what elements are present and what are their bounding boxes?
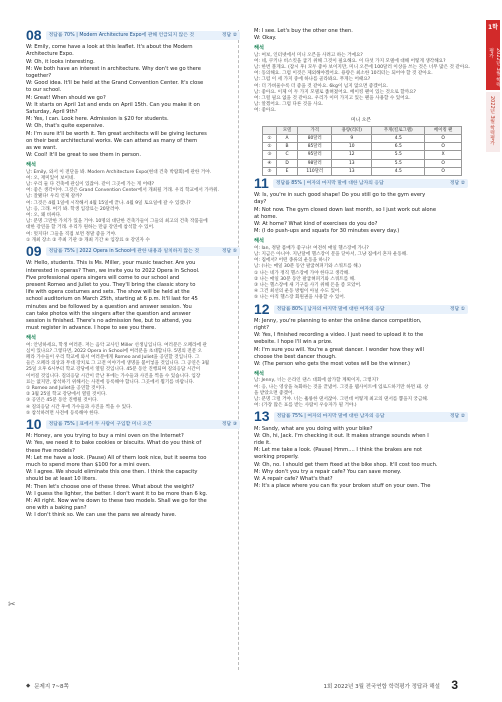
- script-line: website. I hope I'll win a prize.: [254, 339, 333, 346]
- translation-line: 남: 응, 그래. 여기 봐. 학생 입장료는 20달러야.: [26, 206, 121, 212]
- table-cell: 95달러: [298, 151, 332, 159]
- translation-line: 남: 분명 그만한 가치가 있을 거야. 10명의 대단한 건축가들이 그들의 최고의 건축 작품들에: [26, 219, 208, 225]
- script-line: M: All right. Now we're down to these two models. Shall we go for the: [26, 498, 207, 504]
- question-type: 정답률 85% | 여자의 마지막 말에 대한 남자의 응답: [275, 181, 384, 187]
- table-cell: B: [277, 143, 298, 151]
- script-line: choose the best dancer though.: [254, 353, 337, 360]
- script-line: M: I see. Let's buy the other one then.: [254, 28, 353, 34]
- grade-tab-label: 1학: [488, 24, 498, 31]
- script-line: minutes and be followed by a question and answer session. You: [26, 303, 192, 310]
- footer-left-text: 문제지 7~8쪽: [34, 684, 69, 690]
- translation-line: 남: Emily, 와서 이 전단을 봐. Modern Architecture Expo(현대 건축 박람회)에 관한 거야.: [26, 169, 212, 175]
- answer-badge: 정답 ⑤: [221, 249, 237, 255]
- script-line: W: Yes, we need it to bake cookies or biscuits. What do you think of: [26, 440, 202, 447]
- translation-line: 을 받았으면 좋겠어.: [254, 390, 294, 396]
- script-line: M: I'm sure you will. You're a great dancer. I wonder how they will: [254, 346, 424, 353]
- script-line: M: Why don't you try a repair cafe? You can save money.: [254, 468, 402, 475]
- script-line: present Romeo and Juliet to you. They'll bring the classic story to: [26, 281, 196, 288]
- q12-translation: [254, 378, 468, 409]
- script-line: M: Not now. The gym closed down last month, so I just work out alone: [254, 206, 437, 213]
- translation-line: 여: 그럴 필요 없을 것 같아요. 우리가 이미 가지고 있는 팬을 사용할 수 있어요.: [254, 96, 411, 102]
- translation-line: 남: 분명 그럴 거야. 너는 훌륭한 댄서잖아. 그런데 어떻게 최고의 댄서를 뽑을지 궁금해.: [254, 396, 429, 402]
- script-line: W: Yes, I finished recording a video. I just need to upload it to the: [254, 332, 424, 339]
- table-cell: X: [425, 151, 462, 159]
- script-line: to our school.: [26, 87, 62, 94]
- script-line: W: Oh, no. I should get them fixed at the bike shop. It'll cost too much.: [254, 461, 438, 468]
- table-cell: O: [425, 159, 462, 167]
- script-line: Five professional opera singers will come to our school and: [26, 274, 180, 281]
- footer-right: 1회 2022년 3월 전국연합 학력평가 정답과 해설: [323, 684, 440, 690]
- answer-choice: ② 3월 25일 학교 강당에서 열릴 것이다.: [26, 392, 107, 398]
- translation-heading: 해석: [26, 335, 37, 342]
- script-line: together?: [26, 73, 52, 80]
- script-line: W: Good idea. It'll be held at the Grand Convention Center. It's close: [26, 80, 204, 87]
- table-row: [263, 143, 462, 151]
- q08-script: [26, 44, 240, 159]
- translation-line: 대한 강연을 할 거래. 우리가 원하는 만큼 강연에 참석할 수 있어.: [26, 225, 155, 231]
- table-header-cell: 베이킹 팬: [425, 126, 462, 134]
- table-header-cell: 용량(리터): [332, 126, 372, 134]
- answer-badge: 정답 ②: [221, 33, 237, 38]
- q11-translation: [254, 246, 468, 302]
- table-cell: 110달러: [298, 167, 332, 175]
- grade-tab: [486, 20, 500, 90]
- question-number: 09: [26, 243, 42, 260]
- script-line: W: Is, you're in such good shape! Do you still go to the gym every: [254, 192, 426, 199]
- q08-translation: [26, 170, 240, 244]
- question-type: 정답률 80% | 남자의 마지막 말에 대한 여자의 응답: [276, 306, 385, 312]
- script-line: W: Oh, it looks interesting.: [26, 58, 95, 65]
- script-line: M: Yes, I can. Look here. Admission is $20 for students.: [26, 116, 169, 123]
- script-line: W: At home? What kind of exercises do you do?: [254, 221, 378, 228]
- script-line: M: Honey, are you trying to buy a mini oven on the Internet?: [26, 433, 184, 440]
- translation-line: 남: 여보, 인터넷에서 미니 오븐을 사려고 하는 거예요?: [254, 52, 363, 58]
- translation-heading: 해석: [254, 238, 265, 245]
- table-cell: O: [425, 135, 462, 143]
- script-line: Saturday, April 9th?: [26, 109, 78, 116]
- answer-badge: 정답 ③: [221, 421, 237, 427]
- question-number: 08: [26, 27, 42, 43]
- q10-translation: [254, 52, 471, 115]
- script-line: much to spend more than $100 for a mini oven.: [26, 461, 151, 468]
- page-number: 3: [451, 678, 458, 692]
- script-line: ride it.: [254, 439, 271, 446]
- table-cell: ①: [263, 135, 277, 143]
- answer-choice: ① 나는 네가 정직 헬스장에 가야 한다고 생각해.: [254, 270, 350, 276]
- section-tab: [486, 92, 500, 152]
- script-line: W: A repair cafe? What's that?: [254, 475, 333, 482]
- q13-script: [254, 426, 468, 491]
- question-13-header: [254, 408, 468, 425]
- answer-badge: 정답 ②: [449, 181, 465, 187]
- translation-line: 여: 안녕하세요, 학생 여러분. 저는 음악 교사인 Miller 선생님입니다. 여러분은 오페라에 관: [26, 342, 207, 348]
- table-cell: 85달러: [298, 143, 332, 151]
- script-line: Architecture Expo.: [26, 51, 74, 58]
- question-number: 12: [254, 300, 270, 317]
- answer-choice: ⑤ 나는 아직 헬스장 회원권을 사용할 수 있어.: [254, 295, 346, 301]
- answer-choice: ④ 그건 최선의 운동 방법이 아닐 수도 있어.: [254, 289, 341, 295]
- script-line: W: I don't think so. We can use the pans we already have.: [26, 512, 177, 519]
- answer-choice: ⑤ 참석하려면 사전에 등록해야 한다.: [26, 410, 100, 416]
- table-cell: ②: [263, 143, 277, 151]
- translation-line: 25일 오후 6시부터 학교 강당에서 열릴 것입니다. 45분 동안 진행되며 질의응답 시간이: [26, 367, 201, 373]
- table-row: [263, 167, 462, 175]
- q09-script: [26, 260, 240, 332]
- translation-heading: 해석: [254, 45, 265, 52]
- question-number: 10: [26, 415, 42, 432]
- answer-choice: ② 나는 매일 30분 동안 팔굽혀펴기와 스쿼트를 해.: [254, 276, 356, 282]
- table-cell: 5.5: [372, 151, 425, 159]
- script-line: can take photos with the singers after the question and answer: [26, 310, 191, 317]
- answer-choice: ③ 공연은 45분 동안 진행될 것이다.: [26, 398, 98, 404]
- table-cell: 5.5: [372, 159, 425, 167]
- table-header-cell: 모델: [277, 126, 298, 134]
- translation-line: 여: 집에서? 어떤 종류의 운동을 하니?: [254, 258, 330, 264]
- translation-line: 여: 좋은 생각이야. 그것은 Grand Convention Center에서 개최될 거래. 우리 학교에서 가까워.: [26, 188, 220, 194]
- translation-line: 여: (가장 많은 표를 받는 사람이 우승자가 될 거야.): [254, 403, 357, 409]
- question-info-bar: [46, 31, 240, 40]
- question-10-header: [26, 415, 240, 432]
- question-type: 정답률 75% | 여자의 마지막 말에 대한 남자의 응답: [276, 414, 385, 420]
- translation-line: 남: 지금은 아니야. 지난달에 헬스장이 문을 닫아서, 그냥 집에서 혼자 운동해.: [254, 251, 408, 257]
- translation-line: 남: 한번 볼게요. (잠시 후) 모두 좋아 보이지만, 미니 오븐에 100달러 이상을 쓰는 것은 너무 많은 것 같아요.: [254, 65, 471, 71]
- translation-line: 남: (나는 매일 30분 동안 팔굽혀펴기와 스쿼트를 해.): [254, 264, 361, 270]
- table-cell: C: [277, 151, 298, 159]
- script-line: W: Oh, hi, Jack. I'm checking it out. It makes strange sounds when I: [254, 432, 429, 439]
- table-cell: 80달러: [298, 135, 332, 143]
- question-type: 정답률 75% | 2022 Opera in School에 관한 내용과 일치하지 않는 것: [48, 249, 199, 255]
- translation-line: 남: 우리 둘 다 건축에 관심이 있잖아. 같이 그곳에 가는 게 어때?: [26, 182, 155, 188]
- right-column: [254, 28, 471, 490]
- table-title: 미니 오븐: [350, 117, 372, 123]
- table-cell: 13: [332, 167, 372, 175]
- script-line: must register in advance. I hope to see you there.: [26, 325, 157, 332]
- table-cell: ④: [263, 159, 277, 167]
- table-cell: ⑤: [263, 167, 277, 175]
- answer-badge: 정답 ②: [449, 414, 465, 420]
- script-line: W: Hello, students. This is Ms. Miller, your music teacher. Are you: [26, 260, 196, 267]
- table-cell: 98달러: [298, 159, 332, 167]
- translation-line: 이어질 것입니다. 질의응답 시간이 끝난 후에는 가수들과 사진을 찍을 수 있습니다. 입장: [26, 373, 201, 379]
- table-cell: 10: [332, 143, 372, 151]
- script-line: right?: [254, 324, 269, 331]
- question-type: 정답률 70% | Modern Architecture Expo에 관해 언급되지 않은 것: [48, 33, 195, 38]
- question-09-header: [26, 243, 240, 260]
- script-line: M: It's a place where you can fix your broken stuff on your own. The: [254, 483, 431, 490]
- translation-line: 여: 그것은 4월 1일에 시작해서 4월 15일에 끝나. 4월 9일 토요일에 갈 수 있겠니?: [26, 200, 191, 206]
- script-line: W: I agree. We should eliminate this one then. I think the capacity: [26, 469, 198, 476]
- answer-badge: 정답 ①: [449, 306, 465, 312]
- table-cell: 6.5: [372, 143, 425, 151]
- script-line: M: (I do push-ups and squats for 30 minutes every day.): [254, 228, 400, 235]
- table-cell: 9: [332, 135, 372, 143]
- script-line: M: Sandy, what are you doing with your bike?: [254, 425, 373, 432]
- question-11-header: [254, 175, 468, 192]
- script-line: should be at least 10 liters.: [26, 476, 97, 483]
- script-line: W: Okay.: [254, 35, 277, 42]
- script-line: these five models?: [26, 447, 75, 454]
- script-line: W: Cool! It'll be great to see them in person.: [26, 152, 141, 159]
- table-header-row: [263, 126, 462, 134]
- translation-line: 료는 없지만, 참석하기 위해서는 사전에 등록해야 합니다. 그곳에서 뵙기를 바랍니다.: [26, 379, 195, 385]
- script-line: M: Great! When should we go?: [26, 94, 106, 101]
- script-line: W: (The person who gets the most votes will be the winner.): [254, 360, 411, 367]
- table-cell: 4.5: [372, 167, 425, 175]
- q11-script: [254, 192, 468, 235]
- section-tab-label: 2022년 3월 학력평가: [489, 96, 495, 146]
- script-line: school auditorium on March 25th, starting at 6 p.m. It'll last for 45: [26, 296, 198, 303]
- table-row: [263, 135, 462, 143]
- script-line: as we want.: [26, 145, 58, 152]
- table-cell: 4.5: [372, 135, 425, 143]
- translation-line: 남: 알겠어요. 그럼 다른 것을 사요.: [254, 102, 324, 108]
- script-line: M: We both have an interest in architecture. Why don't we go there: [26, 65, 202, 72]
- translation-line: 남: 그럼 이 세 가지 중에 하나를 골라봐요. 무게는 어때요?: [254, 77, 371, 83]
- answer-choice: ③ 나는 헬스장에 새 기구를 사기 위해 돈을 좀 모았어.: [254, 282, 362, 288]
- translation-line: 여: 동의해요. 그럼 이것은 제외해야겠어요. 용량은 최소한 10리터는 되어야 할 것 같아요.: [254, 71, 433, 77]
- answer-choice: ① Romeo and Juliet을 공연할 것이다.: [26, 385, 106, 391]
- page-ref-icon: ◆: [26, 683, 31, 689]
- translation-line: 여: 더 가벼울수록 더 좋을 것 같아요. 6kg이 넘지 않으면 좋겠어요.: [254, 83, 389, 89]
- table-row: [263, 159, 462, 167]
- table-cell: ③: [263, 151, 277, 159]
- mini-oven-table: [262, 126, 462, 176]
- translation-line: 여: 멋지다! 그들을 직접 보면 정말 좋을 거야.: [26, 231, 117, 237]
- q10-script: [26, 433, 240, 519]
- script-line: at home.: [254, 213, 278, 220]
- translation-line: 남: 좋아요. 이제 이 두 가지 모델로 좁혀졌어요. 베이킹 팬이 있는 것으로 할까요?: [254, 89, 416, 95]
- question-info-bar: [274, 412, 468, 421]
- question-info-bar: [46, 247, 240, 256]
- table-cell: E: [277, 167, 298, 175]
- translation-line: 페라 가수들이 우리 학교에 와서 여러분에게 Romeo and Juliet을 공연할 것입니다. 그: [26, 354, 200, 360]
- translation-line: 여: 좋아요.: [254, 108, 277, 114]
- question-12-header: [254, 300, 468, 317]
- translation-line: 여: Ian, 정말 몸매가 좋구나! 여전히 매일 헬스장에 가니?: [254, 245, 369, 251]
- translation-line: 남: Jenny, 너는 온라인 댄스 대회에 참가할 계획이지, 그렇지?: [254, 378, 379, 384]
- table-header-cell: 무게(킬로그램): [372, 126, 425, 134]
- question-number: 13: [254, 408, 270, 425]
- table-header-cell: [263, 126, 277, 134]
- script-line: interested in operas? Then, we invite you to 2022 Opera in School.: [26, 267, 200, 274]
- question-08-header: [26, 27, 240, 43]
- script-line: M: I'm sure it'll be worth it. Ten great architects will be giving lectures: [26, 130, 207, 137]
- translation-heading: 해석: [254, 371, 265, 378]
- question-info-bar: [273, 179, 468, 188]
- script-line: working properly.: [254, 454, 299, 461]
- table-cell: A: [277, 135, 298, 143]
- script-line: W: Oh, that's quite expensive.: [26, 123, 105, 130]
- table-cell: O: [425, 143, 462, 151]
- script-line: session is finished. There's no admission fee, but to attend, you: [26, 317, 192, 324]
- table-cell: 13: [332, 159, 372, 167]
- table-cell: 12: [332, 151, 372, 159]
- translation-line: 들은 오페라 의상과 무대 장치로 그 고전 이야기에 생명을 불어넣을 것입니다. 그 공연은 3월: [26, 361, 210, 367]
- table-header-cell: 가격: [298, 126, 332, 134]
- script-line: day?: [254, 199, 267, 206]
- table-cell: O: [425, 167, 462, 175]
- script-line: M: Then let's choose one of these three. What about the weight?: [26, 483, 195, 490]
- script-line: W: I guess the lighter, the better. I don't want it to be more than 6 kg.: [26, 490, 208, 497]
- question-type: 정답률 75% | 표에서 두 사람이 구입할 미니 오븐: [48, 421, 152, 427]
- table-cell: D: [277, 159, 298, 167]
- q12-script: [254, 318, 468, 368]
- translation-line: 여: 오, 재미있어 보이네.: [26, 175, 75, 181]
- translation-line: 여: 오, 꽤 비싸다.: [26, 213, 62, 219]
- script-line: on their best architectural works. We can attend as many of them: [26, 137, 198, 144]
- translation-line: 여: 네, 쿠키나 비스킷을 굽기 위해 그것이 필요해요. 이 다섯 가지 모델에 대해 어떻게 생각해요?: [254, 58, 446, 64]
- footer-left: [26, 682, 69, 690]
- translation-line: 심이 있나요? 그렇다면, 2022 Opera in School에 여러분을 초대합니다. 5명의 전문 오: [26, 348, 203, 354]
- script-line: M: Let me take a look. (Pause) Hmm.... I think the brakes are not: [254, 447, 422, 454]
- scissors-icon: ✂: [8, 600, 16, 610]
- question-info-bar: [46, 420, 240, 429]
- script-line: W: It starts on April 1st and ends on April 15th. Can you make it on: [26, 101, 200, 108]
- script-line: M: Let me have a look. (Pause) All of them look nice, but it seems too: [26, 454, 207, 461]
- translation-line: 남: 잘됐다! 우리 언제 갈까?: [26, 194, 83, 200]
- script-line: M: Jenny, you're planning to enter the online dance competition,: [254, 317, 422, 324]
- table-row: [263, 151, 462, 159]
- exam-tab-label: 2022년 3월 학력평가: [488, 48, 501, 88]
- translation-heading: 해석: [26, 162, 37, 169]
- translation-line: 여: 응, 나는 영상을 녹화하는 것을 끝냈어. 그것을 웹사이트에 업로드하기만 하면 돼. 상: [254, 384, 429, 390]
- question-info-bar: [274, 305, 468, 314]
- script-line: one with a baking pan?: [26, 505, 87, 512]
- answer-choices: ① 개최 장소 ② 주최 기관 ③ 개최 기간 ④ 입장료 ⑤ 강연자 수: [26, 237, 150, 243]
- question-number: 11: [254, 175, 269, 192]
- script-line: W: Emily, come have a look at this leaflet. It's about the Modern: [26, 44, 193, 51]
- left-column: [26, 28, 240, 520]
- script-line: life with opera costumes and sets. The show will be held at the: [26, 289, 190, 296]
- q09-translation: [26, 343, 240, 417]
- answer-choice: ④ 질의응답 시간 후에 가수들과 사진을 찍을 수 있다.: [26, 404, 133, 410]
